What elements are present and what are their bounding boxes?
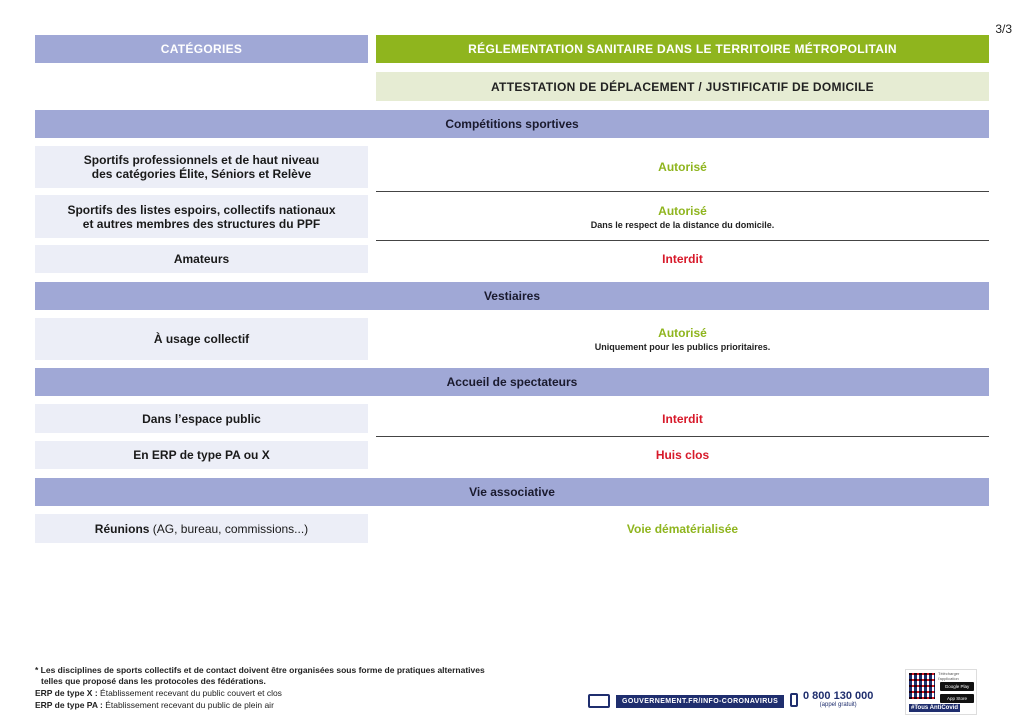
status-text: Autorisé — [658, 203, 707, 218]
category-line: Sportifs professionnels et de haut niveau — [83, 153, 320, 167]
categories-header: CATÉGORIES — [35, 35, 368, 63]
category-line: Amateurs — [173, 252, 230, 266]
footnote-text: Établissement recevant du public couvert et clos — [97, 688, 282, 698]
status-cell — [376, 195, 989, 238]
section-header-associative: Vie associative — [35, 478, 989, 506]
row-divider — [376, 240, 989, 241]
phone-note: (appel gratuit) — [819, 702, 857, 708]
section-header-vestiaires: Vestiaires — [35, 282, 989, 310]
attestation-header: ATTESTATION DE DÉPLACEMENT / JUSTIFICATIF DE DOMICILE — [376, 72, 989, 101]
status-text: Huis clos — [655, 448, 710, 462]
footnote-line: * Les disciplines de sports collectifs et de contact doivent être organisées sous forme de pratiques alternatives — [35, 665, 485, 675]
computer-icon — [588, 694, 610, 708]
status-cell — [376, 441, 989, 469]
status-text: Voie dématérialisée — [626, 521, 739, 536]
footnote-text: Établissement recevant du public de plein air — [102, 700, 274, 710]
category-line: et autres membres des structures du PPF — [82, 216, 321, 231]
status-text: Interdit — [662, 252, 703, 266]
status-note: Uniquement pour les publics prioritaires. — [594, 342, 771, 352]
regulation-header: RÉGLEMENTATION SANITAIRE DANS LE TERRITOIRE MÉTROPOLITAIN — [376, 35, 989, 63]
status-cell — [376, 404, 989, 433]
status-text: Interdit — [662, 411, 703, 426]
section-header-spectators: Accueil de spectateurs — [35, 368, 989, 396]
category-amateurs — [35, 245, 368, 273]
status-text: Autorisé — [658, 326, 707, 340]
anticovid-app-badge[interactable] — [905, 669, 977, 715]
category-detail: (AG, bureau, commissions...) — [149, 521, 309, 536]
app-store-badge[interactable]: App Store — [940, 694, 974, 703]
status-cell — [376, 514, 989, 543]
footnote-label: ERP de type X : — [35, 688, 98, 698]
app-tag: #Tous AntiCovid — [911, 705, 958, 711]
gov-url[interactable]: GOUVERNEMENT.FR/INFO-CORONAVIRUS — [616, 695, 784, 708]
category-pro-athletes — [35, 146, 368, 188]
phone-number: 0 800 130 000 — [803, 690, 874, 702]
row-divider — [376, 191, 989, 192]
category-meetings — [35, 514, 368, 543]
gov-info-banner[interactable] — [588, 694, 784, 708]
footnote-line: telles que proposé dans les protocoles des fédérations. — [41, 676, 266, 686]
category-erp-pa-x — [35, 441, 368, 469]
category-line: En ERP de type PA ou X — [133, 448, 270, 462]
status-cell — [376, 146, 989, 188]
category-line: des catégories Élite, Séniors et Relève — [91, 167, 312, 181]
page-number: 3/3 — [995, 22, 1012, 36]
category-collective-use — [35, 318, 368, 360]
phone-icon — [790, 693, 798, 707]
google-play-badge[interactable]: Google Play — [940, 682, 974, 691]
app-download-label: Télécharger l'application — [938, 671, 960, 681]
qr-code-icon — [909, 673, 935, 699]
status-cell — [376, 245, 989, 273]
category-espoirs — [35, 195, 368, 238]
status-text: Autorisé — [658, 160, 707, 174]
footnote-erp-pa — [35, 700, 274, 711]
footnote-erp-x — [35, 688, 282, 699]
section-header-competitions: Compétitions sportives — [35, 110, 989, 138]
row-divider — [376, 436, 989, 437]
category-line: À usage collectif — [153, 332, 250, 346]
category-public-space — [35, 404, 368, 433]
phone-banner — [790, 691, 873, 708]
category-line: Dans l’espace public — [142, 411, 261, 426]
status-cell — [376, 318, 989, 360]
footnote-label: ERP de type PA : — [35, 700, 103, 710]
status-note: Dans le respect de la distance du domicile. — [590, 219, 775, 230]
category-line: Sportifs des listes espoirs, collectifs nationaux — [67, 202, 336, 217]
category-bold: Réunions — [94, 521, 150, 536]
